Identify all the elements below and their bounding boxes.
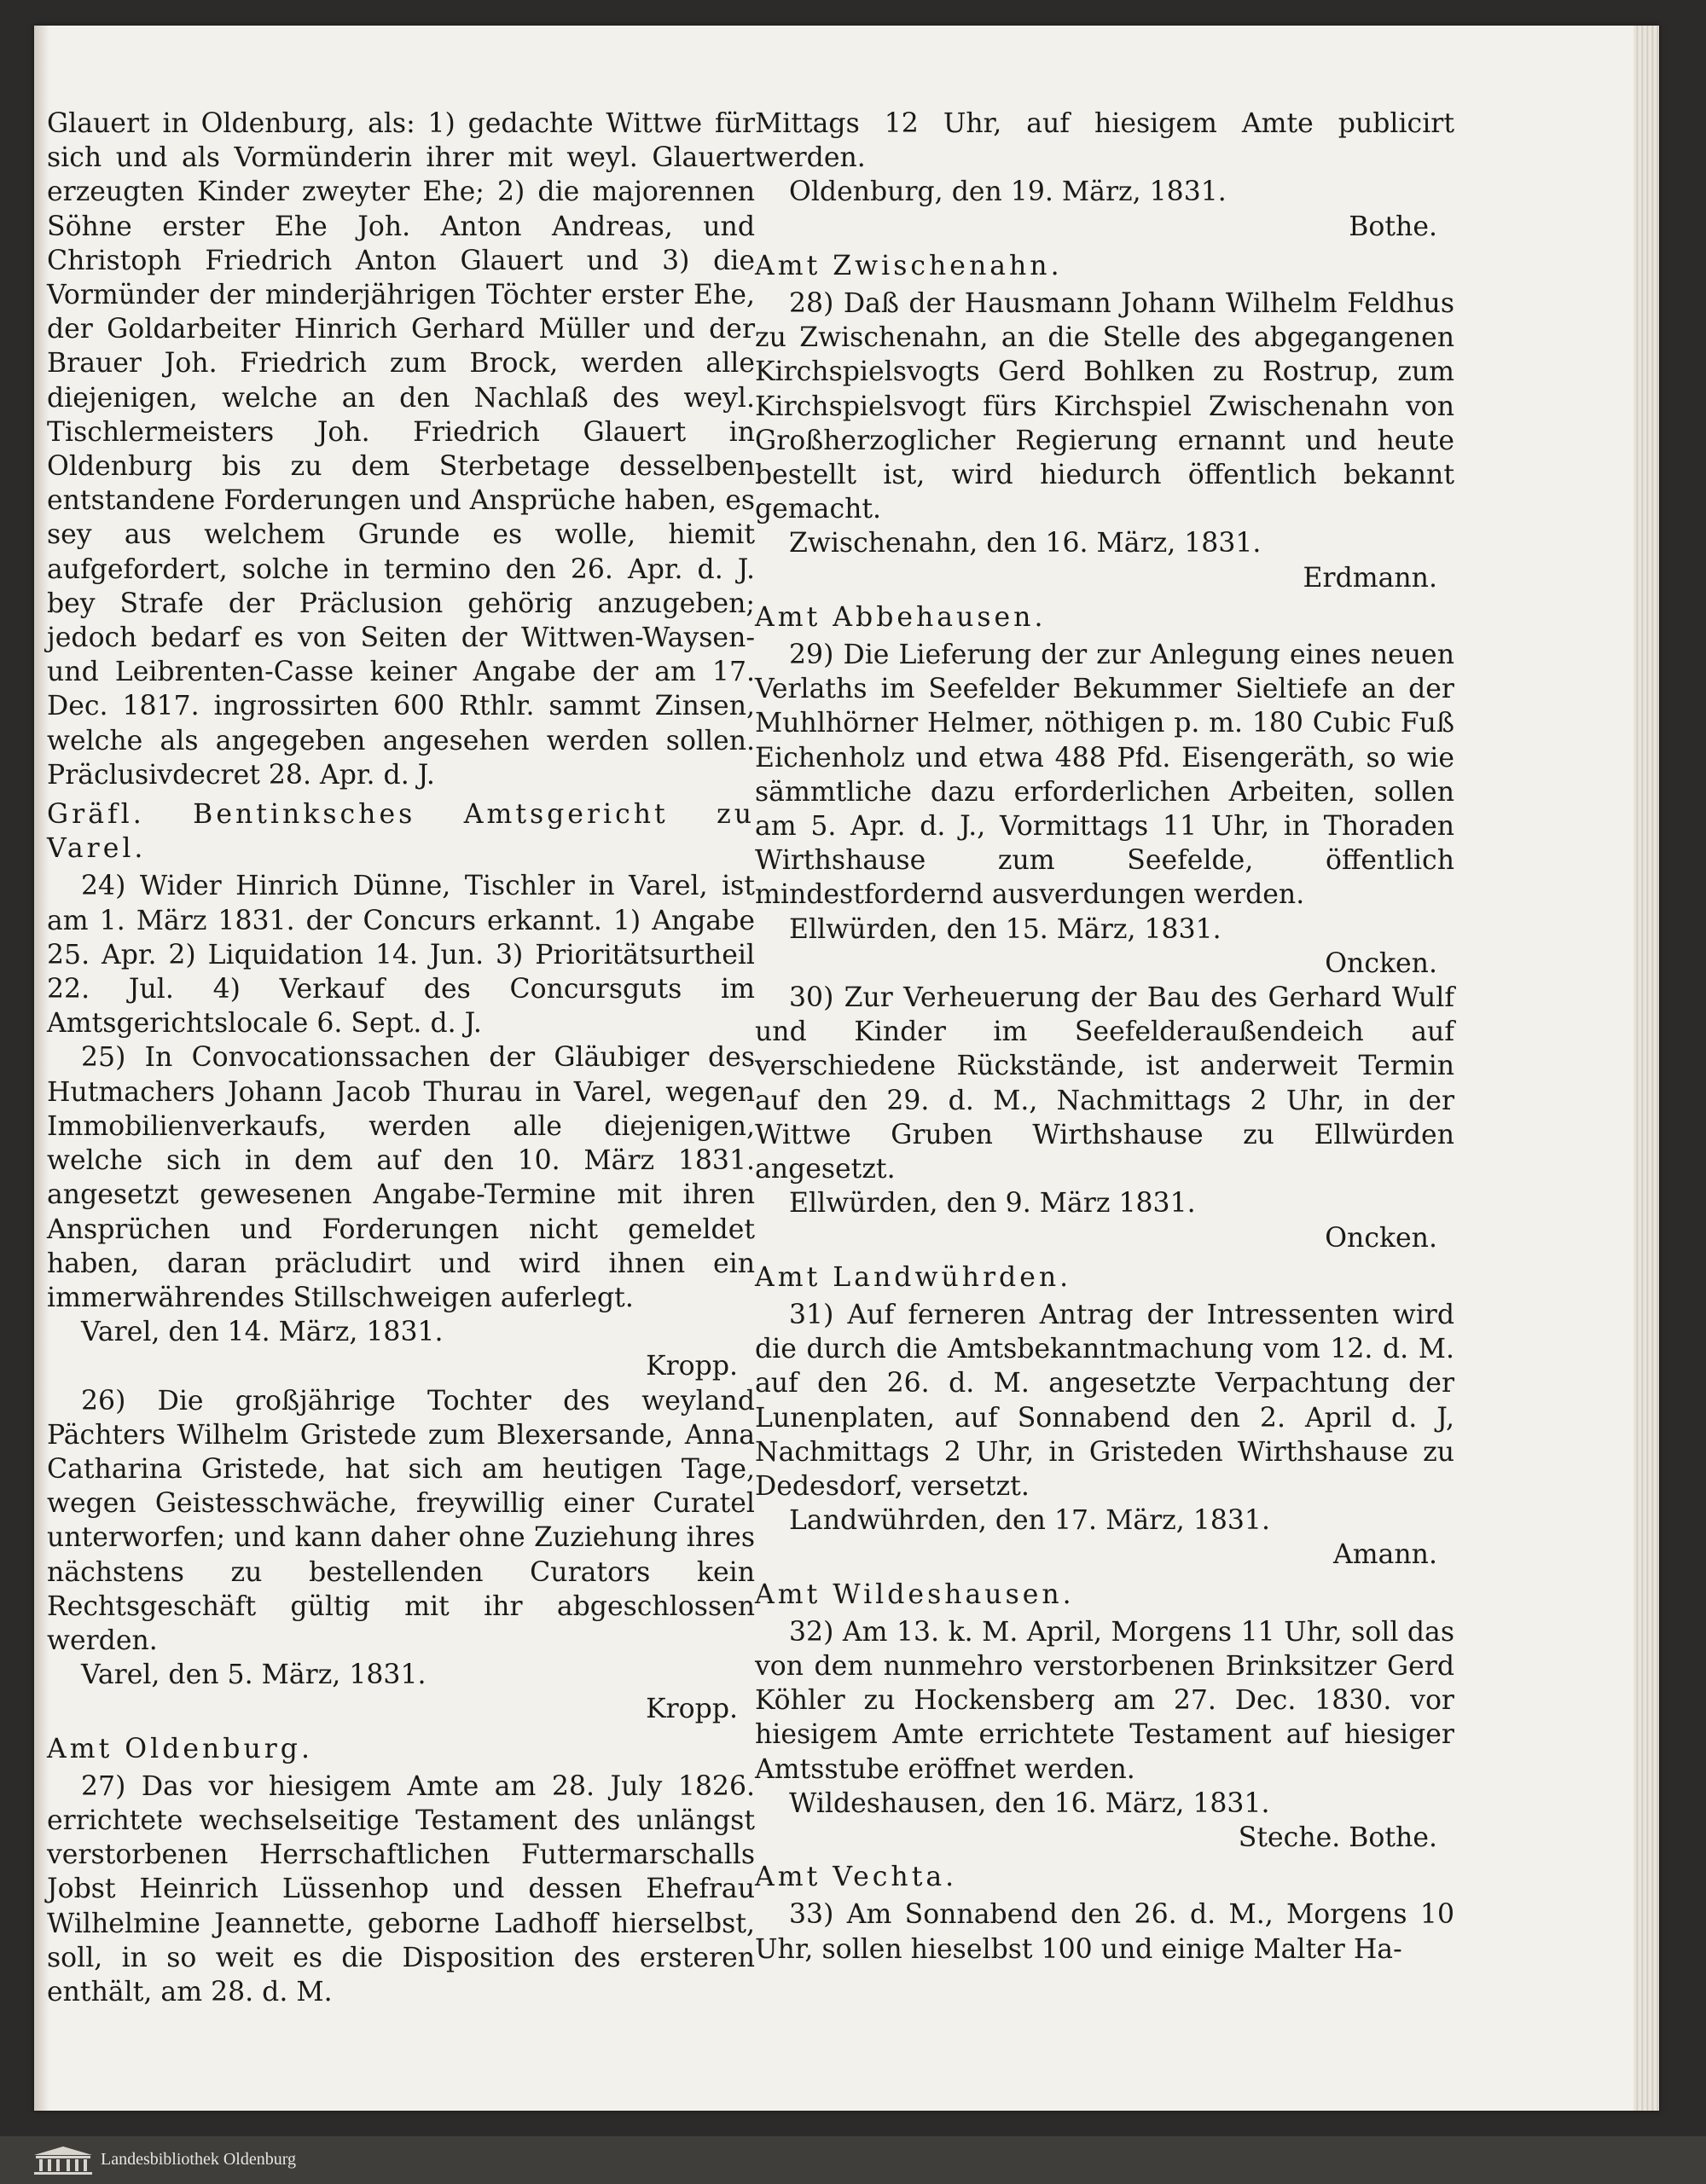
date-line: Varel, den 14. März, 1831. [81,1317,444,1348]
paragraph: Glauert in Oldenburg, als: 1) gedachte Wittwe für sich und als Vormünderin ihrer mit weyl. Glauert erzeugten Kinder zweyter Ehe; 2) die majorennen Söhne erster Ehe Joh. Anton Andreas, und Christoph Friedrich Anton Glauert und 3) die Vormünder der minderjährigen Töchter erster Ehe, der Goldarbeiter Hinrich Gerhard Müller und der Brauer Joh. Friedrich zum Brock, werden alle diejenigen, welche an den Nachlaß des weyl. Tischlermeisters Joh. Friedrich Glauert in Oldenburg bis zu dem Sterbetage desselben entstandene Forderungen und Ansprüche haben, es sey aus welchem Grunde es wolle, hiemit aufgefordert, solche in termino den 26. Apr. d. J. bey Strafe der Präclusion gehörig anzugeben; jedoch bedarf es von Seiten der Wittwen-Waysen-und Leibrenten-Casse keiner Angabe der am 17. Dec. 1817. ingrossirten 600 Rthlr. sammt Zinsen, welche als angegeben angesehen werden sollen. Präclusivdecret 28. Apr. d. J. [47,108,755,791]
signature: Kropp. [646,1351,738,1382]
date-line: Ellwürden, den 15. März, 1831. [789,913,1221,945]
signature: Steche. Bothe. [1238,1822,1437,1853]
paragraph: 24) Wider Hinrich Dünne, Tischler in Varel, ist am 1. März 1831. der Concurs erkannt. 1) Angabe 25. Apr. 2) Liquidation 14. Jun. 3) Prioritätsurtheil 22. Jul. 4) Verkauf des Concursguts im Amtsgerichtslocale 6. Sept. d. J. [47,871,755,1040]
date-line: Varel, den 5. März, 1831. [81,1660,426,1691]
signature: Kropp. [646,1694,738,1725]
left-column [47,107,755,2009]
signature: Amann. [1333,1539,1437,1571]
signature: Erdmann. [1303,562,1437,594]
section-heading: Amt Landwührden. [755,1261,1072,1293]
section-heading: Amt Abbehausen. [755,601,1047,633]
paragraph: 32) Am 13. k. M. April, Morgens 11 Uhr, soll das von dem nunmehro verstorbenen Brinksitzer Gerd Köhler zu Hockensberg am 27. Dec. 1830. vor hiesigem Amte errichtete Testament auf hiesiger Amtsstube eröffnet werden. [755,1616,1454,1785]
paragraph: 29) Die Lieferung der zur Anlegung eines neuen Verlaths im Seefelder Bekummer Sieltiefe an der Muhlhörner Helmer, nöthigen p. m. 180 Cubic Fuß Eichenholz und etwa 488 Pfd. Eisengeräth, so wie sämmtliche dazu erforderlichen Arbeiten, sollen am 5. Apr. d. J., Vormittags 11 Uhr, in Thoraden Wirthshause zum Seefelde, öffentlich mindestfordernd ausverdungen werden. [755,640,1454,911]
paragraph: 25) In Convocationssachen der Gläubiger des Hutmachers Johann Jacob Thurau in Varel, wegen Immobilienverkaufs, werden alle diejenigen, welche sich in dem auf den 10. März 1831. angesetzt gewesenen Angabe-Termine mit ihren Ansprüchen und Forderungen nicht gemeldet haben, daran präcludirt und wird ihnen ein immerwährendes Stillschweigen auferlegt. [47,1042,755,1313]
paragraph: 28) Daß der Hausmann Johann Wilhelm Feldhus zu Zwischenahn, an die Stelle des abgegangenen Kirchspielsvogts Gerd Bohlken zu Rostrup, zum Kirchspielsvogt fürs Kirchspiel Zwischenahn von Großherzoglicher Regierung ernannt und heute bestellt ist, wird hiedurch öffentlich bekannt gemacht. [755,288,1454,525]
date-line: Zwischenahn, den 16. März, 1831. [789,528,1262,559]
section-heading: Amt Zwischenahn. [755,250,1063,281]
right-column [755,107,1454,1967]
footer-bar [0,2136,1706,2184]
section-heading: Gräfl. Bentinksches Amtsgericht zu Varel. [47,799,755,865]
footer-label: Landesbibliothek Oldenburg [101,2150,297,2169]
date-line: Oldenburg, den 19. März, 1831. [789,177,1227,208]
paragraph: Mittags 12 Uhr, auf hiesigem Amte publicirt werden. [755,108,1454,174]
section-heading: Amt Wildeshausen. [755,1579,1075,1610]
date-line: Landwührden, den 17. März, 1831. [789,1505,1270,1537]
paragraph: 27) Das vor hiesigem Amte am 28. July 1826. errichtete wechselseitige Testament des unlängst verstorbenen Herrschaftlichen Futtermarschalls Jobst Heinrich Lüssenhop und dessen Ehefrau Wilhelmine Jeannette, geborne Ladhoff hierselbst, soll, in so weit es die Disposition des ersteren enthält, am 28. d. M. [47,1770,755,2007]
paragraph: 31) Auf ferneren Antrag der Intressenten wird die durch die Amtsbekanntmachung vom 12. d. M. auf den 26. d. M. angesetzte Verpachtung der Lunenplaten, auf Sonnabend den 2. April d. J, Nachmittags 2 Uhr, in Gristeden Wirthshause zu Dedesdorf, versetzt. [755,1299,1454,1502]
signature: Oncken. [1325,947,1437,979]
date-line: Ellwürden, den 9. März 1831. [789,1188,1196,1219]
paragraph: 26) Die großjährige Tochter des weyland Pächters Wilhelm Gristede zum Blexersande, Anna Catharina Gristede, hat sich am heutigen Tage, wegen Geistesschwäche, freywillig einer Curatel unterworfen; und kann daher ohne Zuziehung ihres nächstens zu bestellenden Curators kein Rechtsgeschäft gültig mit ihr abgeschlossen werden. [47,1385,755,1656]
signature: Oncken. [1325,1222,1437,1254]
section-heading: Amt Vechta. [755,1862,958,1893]
date-line: Wildeshausen, den 16. März, 1831. [789,1787,1270,1819]
paragraph: 30) Zur Verheuerung der Bau des Gerhard Wulf und Kinder im Seefelderaußendeich auf verschiedene Rückstände, ist anderweit Termin auf den 29. d. M., Nachmittags 2 Uhr, in der Wittwe Gruben Wirthshause zu Ellwürden angesetzt. [755,982,1454,1185]
library-building-icon [32,2145,94,2175]
signature: Bothe. [1349,211,1437,242]
paragraph: 33) Am Sonnabend den 26. d. M., Morgens 10 Uhr, sollen hieselbst 100 und einige Malter Ha- [755,1899,1454,1965]
section-heading: Amt Oldenburg. [47,1733,313,1764]
page-stack-edge [1633,26,1659,2111]
